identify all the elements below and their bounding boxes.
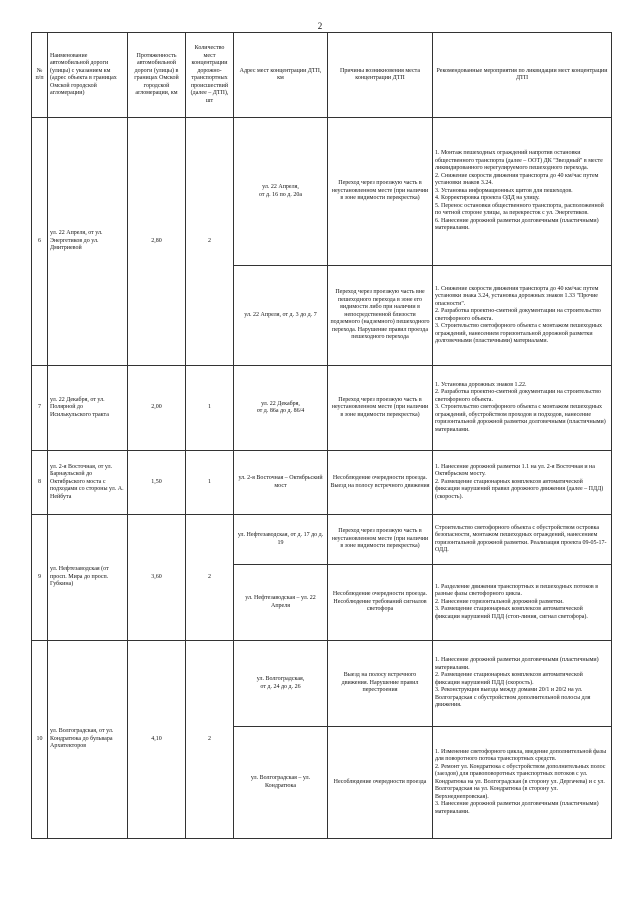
row-count: 2 <box>186 118 234 366</box>
row-num: 6 <box>32 118 48 366</box>
row-length: 3,60 <box>128 515 186 641</box>
header-address: Адрес мест концентрации ДТП, км <box>234 33 328 118</box>
row-cause: Выезд на полосу встречного движения. Нарушение правил перестроения <box>328 641 433 727</box>
row-address: ул. Волгоградская, от д. 24 до д. 26 <box>234 641 328 727</box>
row-count: 2 <box>186 641 234 839</box>
row-count: 1 <box>186 451 234 515</box>
row-measures: Строительство светофорного объекта с обустройством островка безопасности, монтажом пешеходных ограждений, нанесением горизонтальной дорожной разметки. Реализация проекта 09-05-17-ОДД. <box>433 515 612 565</box>
row-count: 2 <box>186 515 234 641</box>
row-address: ул. 2-я Восточная – Октябрьский мост <box>234 451 328 515</box>
row-measures: 1. Снижение скорости движения транспорта до 40 км/час путем установки знака 3.24, установка дорожных знаков 1.33 "Прочие опасности". 2. Разработка проектно-сметной документации на строительство светофорного объекта. 3. Строительство светофорного объекта с монтажом пешеходных ограждений, нанесением горизонтальной дорожной разметки долговечными (пластичными) материалами. <box>433 266 612 366</box>
row-num: 7 <box>32 366 48 451</box>
row-road: ул. 2-я Восточная, от ул. Барнаульской до Октябрьского моста с подходами со стороны ул. А. Нейбута <box>48 451 128 515</box>
row-measures: 1. Установка дорожных знаков 1.22. 2. Разработка проектно-сметной документации на строительство светофорного объекта. 3. Строительство светофорного объекта с монтажом пешеходных ограждений, обустройством проходов и подходов, нанесение горизонтальной дорожной разметки долговечными (пластичными) материалами. <box>433 366 612 451</box>
table-header-row <box>32 33 612 118</box>
header-length: Протяженность автомобильной дороги (улицы) в границах Омской городской агломерации, км <box>128 33 186 118</box>
row-cause: Несоблюдение очередности проезда. Несоблюдение требований сигналов светофора <box>328 565 433 641</box>
row-count: 1 <box>186 366 234 451</box>
page-number: 2 <box>317 21 323 31</box>
row-road: ул. Нефтезаводская (от просп. Мира до просп. Губкина) <box>48 515 128 641</box>
table-row <box>32 515 612 565</box>
table-row <box>32 451 612 515</box>
row-length: 2,80 <box>128 118 186 366</box>
row-address: ул. Нефтезаводская – ул. 22 Апреля <box>234 565 328 641</box>
row-num: 10 <box>32 641 48 839</box>
row-cause: Несоблюдение очередности проезда. Выезд на полосу встречного движения <box>328 451 433 515</box>
row-length: 4,10 <box>128 641 186 839</box>
table-row <box>32 641 612 727</box>
row-num: 9 <box>32 515 48 641</box>
table-row <box>32 118 612 266</box>
row-address: ул. 22 Апреля, от д. 3 до д. 7 <box>234 266 328 366</box>
row-address: ул. Волгоградская – ул. Кондратюка <box>234 727 328 839</box>
row-measures: 1. Изменение светофорного цикла, введение дополнительной фазы для поворотного потока транспортных средств. 2. Ремонт ул. Кондратюка с обустройством дополнительных полос (заездов) для правоповоротных транспортных потоков с ул. Кондратюка на ул. Волгоградская (в сторону ул. Дергачева) и с ул. Волгоградская на ул. Кондратюка (в сторону ул. Верхнеднепровская). 3. Нанесение дорожной разметки долговечными (пластичными) материалами. <box>433 727 612 839</box>
row-cause: Переход через проезжую часть вне пешеходного перехода в зоне его видимости либо при наличии в непосредственной близости подземного (надземного) пешеходного перехода. Нарушение правил проезда пешеходного перехода <box>328 266 433 366</box>
header-count: Количество мест концентрации дорожно-транспортных происшествий (далее – ДТП), шт <box>186 33 234 118</box>
row-address: ул. 22 Декабря, от д. 86а до д. 86/4 <box>234 366 328 451</box>
row-road: ул. 22 Апреля, от ул. Энергетиков до ул. Дмитриевой <box>48 118 128 366</box>
header-measures: Рекомендованные мероприятия по ликвидации мест концентрации ДТП <box>433 33 612 118</box>
row-length: 2,00 <box>128 366 186 451</box>
header-causes: Причины возникновения места концентрации ДТП <box>328 33 433 118</box>
row-address: ул. Нефтезаводская, от д. 17 до д. 19 <box>234 515 328 565</box>
row-measures: 1. Разделение движения транспортных и пешеходных потоков в разные фазы светофорного цикла. 2. Нанесение горизонтальной дорожной разметки. 3. Размещение стационарных комплексов автоматической фиксации нарушений ПДД (стоп-линия, сигнал светофора). <box>433 565 612 641</box>
row-address: ул. 22 Апреля, от д. 16 по д. 20а <box>234 118 328 266</box>
row-road: ул. 22 Декабря, от ул. Полярной до Исилькульского тракта <box>48 366 128 451</box>
row-road: ул. Волгоградская, от ул. Кондратюка до бульвара Архитекторов <box>48 641 128 839</box>
row-cause: Переход через проезжую часть в неустановленном месте (при наличии в зоне видимости перекрестка) <box>328 366 433 451</box>
row-measures: 1. Монтаж пешеходных ограждений напротив остановки общественного транспорта (далее – ООТ) ДК "Звездный" в месте ликвидированного нерегулируемого пешеходного перехода. 2. Снижение скорости движения транспорта до 40 км/час путем установки знаков 3.24. 3. Установка информационных щитов для пешеходов. 4. Корректировка проекта ОДД на улицу. 5. Перенос остановки общественного транспорта, расположенной по четной стороне улицы, за перекресток с ул. Энергетиков. 6. Нанесение дорожной разметки долговечными (пластичными) материалами. <box>433 118 612 266</box>
table-row <box>32 366 612 451</box>
row-cause: Переход через проезжую часть в неустановленном месте (при наличии в зоне видимости перекрестка) <box>328 118 433 266</box>
row-num: 8 <box>32 451 48 515</box>
row-cause: Несоблюдение очередности проезда <box>328 727 433 839</box>
row-cause: Переход через проезжую часть в неустановленном месте (при наличии в зоне видимости перекрестка) <box>328 515 433 565</box>
row-length: 1,50 <box>128 451 186 515</box>
header-road: Наименование автомобильной дороги (улицы) с указанием км (адрес объекта в границах Омской городской агломерации) <box>48 33 128 118</box>
row-measures: 1. Нанесение дорожной разметки долговечными (пластичными) материалами. 2. Размещение стационарных комплексов автоматической фиксации нарушений ПДД (скорость). 3. Реконструкция выезда между домами 20/1 и 20/2 на ул. Волгоградская с обустройством дополнительной полосы для движения. <box>433 641 612 727</box>
header-num: № п/п <box>32 33 48 118</box>
dtp-concentration-table <box>31 32 612 839</box>
row-measures: 1. Нанесение дорожной разметки 1.1 на ул. 2-я Восточная и на Октябрьском мосту. 2. Размещение стационарных комплексов автоматической фиксации нарушений правил дорожного движения (далее – ПДД) (скорость). <box>433 451 612 515</box>
